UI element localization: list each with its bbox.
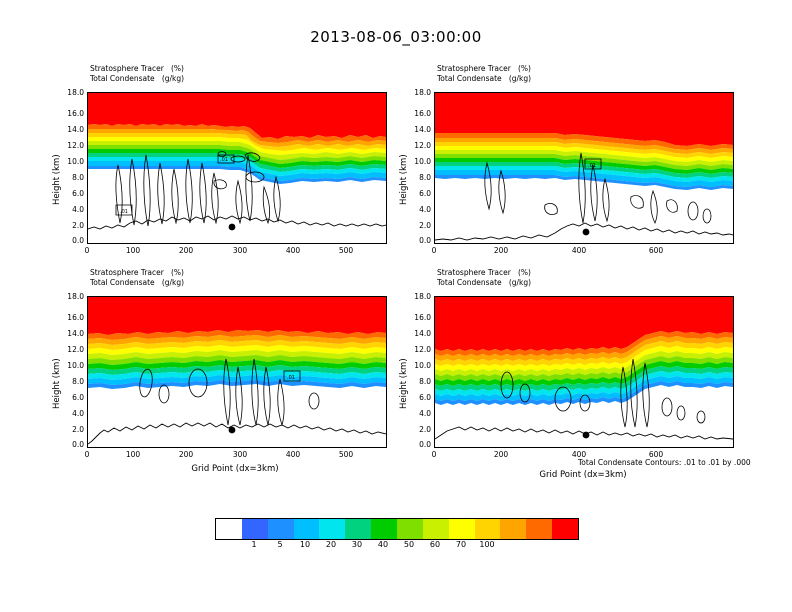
panel-2-ytick: 6.0: [419, 189, 431, 198]
panel-1-xtick: 400: [285, 246, 301, 255]
panel-2-ylabel: Height (km): [399, 154, 409, 205]
colorbar-label: 10: [299, 540, 311, 549]
panel-4-ylabel: Height (km): [399, 358, 409, 409]
panel-2-ytick: 4.0: [419, 205, 431, 214]
panel-header-4-line2: Total Condensate (g/kg): [437, 278, 532, 287]
colorbar-label: 70: [455, 540, 467, 549]
panel-header-1-line2: Total Condensate (g/kg): [90, 74, 185, 83]
panel-4-ytick: 16.0: [414, 313, 431, 322]
panel-3-ytick: 4.0: [72, 409, 84, 418]
panel-3-xlabel: Grid Point (dx=3km): [191, 464, 279, 474]
panel-1-xtick: 500: [338, 246, 354, 255]
colorbar-swatch: [371, 519, 397, 539]
panel-2-ytick: 12.0: [414, 141, 431, 150]
colorbar-swatch: [268, 519, 294, 539]
panel-3-ytick: 2.0: [72, 425, 84, 434]
colorbar-swatch: [552, 519, 578, 539]
colorbar-label: 20: [325, 540, 337, 549]
colorbar-label: 100: [479, 540, 495, 549]
panel-2-ytick: 10.0: [414, 157, 431, 166]
panel-1-xtick: 200: [178, 246, 194, 255]
panel-3-ytick: 6.0: [72, 393, 84, 402]
panel-3-ytick: 12.0: [67, 345, 84, 354]
colorbar-swatch: [423, 519, 449, 539]
panel-1-tag: South-North: [98, 96, 128, 114]
colorbar-label: 50: [403, 540, 415, 549]
colorbar-swatch: [294, 519, 320, 539]
panel-4-ytick: 18.0: [414, 292, 431, 301]
svg-text:.01: .01: [588, 163, 596, 169]
panel-header-4-line1: Stratosphere Tracer (%): [437, 268, 531, 277]
colorbar-swatch: [216, 519, 242, 539]
condensate-contour-note: Total Condensate Contours: .01 to .01 by .000: [578, 458, 751, 467]
panel-1-ytick: 6.0: [72, 189, 84, 198]
panel-1-xtick: 0: [84, 246, 90, 255]
panel-4-xtick: 400: [571, 450, 587, 459]
colorbar-swatch: [500, 519, 526, 539]
panel-3-ytick: 16.0: [67, 313, 84, 322]
panel-1-ytick: 12.0: [67, 141, 84, 150]
panel-1-ytick: 16.0: [67, 109, 84, 118]
panel-1-ylabel: Height (km): [52, 154, 62, 205]
panel-3-plot: [87, 296, 387, 448]
panel-3-ytick: 10.0: [67, 361, 84, 370]
colorbar: [215, 518, 579, 540]
panel-3-ytick: 14.0: [67, 329, 84, 338]
panel-2-ytick: 8.0: [419, 173, 431, 182]
panel-1-xtick: 300: [232, 246, 248, 255]
panel-3-xtick: 500: [338, 450, 354, 459]
panel-4-ytick: 14.0: [414, 329, 431, 338]
panel-1-ytick: 14.0: [67, 125, 84, 134]
panel-3-xtick: 100: [125, 450, 141, 459]
panel-2-ytick: 16.0: [414, 109, 431, 118]
panel-1-ytick: 0.0: [72, 236, 84, 245]
panel-4-tag: NW-SE: [445, 300, 464, 318]
panel-4-xtick: 200: [493, 450, 509, 459]
panel-4-ytick: 0.0: [419, 440, 431, 449]
panel-1-ytick: 2.0: [72, 221, 84, 230]
svg-text:.01: .01: [287, 375, 295, 381]
panel-4-ytick: 6.0: [419, 393, 431, 402]
panel-3-xtick: 0: [84, 450, 90, 459]
colorbar-swatch: [319, 519, 345, 539]
panel-2-xtick: 200: [493, 246, 509, 255]
colorbar-swatch: [345, 519, 371, 539]
colorbar-swatch: [242, 519, 268, 539]
panel-3-ylabel: Height (km): [52, 358, 62, 409]
panel-2-plot: [434, 92, 734, 244]
panel-3-xtick: 200: [178, 450, 194, 459]
panel-header-3-line1: Stratosphere Tracer (%): [90, 268, 184, 277]
panel-3-ytick: 18.0: [67, 292, 84, 301]
panel-4-xlabel: Grid Point (dx=3km): [539, 470, 627, 480]
panel-4-plot: [434, 296, 734, 448]
colorbar-swatch: [475, 519, 501, 539]
panel-1-xtick: 100: [125, 246, 141, 255]
panel-4-ytick: 12.0: [414, 345, 431, 354]
panel-2-ytick: 0.0: [419, 236, 431, 245]
panel-3-xtick: 400: [285, 450, 301, 459]
panel-2-xtick: 0: [431, 246, 437, 255]
panel-4-xtick: 0: [431, 450, 437, 459]
panel-4-ytick: 10.0: [414, 361, 431, 370]
panel-header-1-line1: Stratosphere Tracer (%): [90, 64, 184, 73]
colorbar-label: 5: [277, 540, 283, 549]
panel-3-ytick: 0.0: [72, 440, 84, 449]
colorbar-label: 1: [251, 540, 257, 549]
panel-4-ytick: 4.0: [419, 409, 431, 418]
panel-4-ytick: 8.0: [419, 377, 431, 386]
colorbar-label: 60: [429, 540, 441, 549]
colorbar-label: 40: [377, 540, 389, 549]
panel-1-ytick: 4.0: [72, 205, 84, 214]
panel-1-ytick: 10.0: [67, 157, 84, 166]
panel-2-ytick: 14.0: [414, 125, 431, 134]
panel-2-xtick: 400: [571, 246, 587, 255]
panel-3-xtick: 300: [232, 450, 248, 459]
svg-text:.01: .01: [220, 157, 228, 163]
panel-3-ytick: 8.0: [72, 377, 84, 386]
colorbar-label: 30: [351, 540, 363, 549]
colorbar-swatch: [449, 519, 475, 539]
panel-2-ytick: 2.0: [419, 221, 431, 230]
panel-4-xtick: 600: [648, 450, 664, 459]
panel-3-tag: West-East: [98, 300, 124, 318]
svg-text:.01: .01: [120, 209, 128, 215]
panel-header-2-line2: Total Condensate (g/kg): [437, 74, 532, 83]
panel-2-tag: SW-NE: [445, 96, 463, 114]
panel-2-xtick: 600: [648, 246, 664, 255]
panel-header-2-line1: Stratosphere Tracer (%): [437, 64, 531, 73]
panel-1-plot: [87, 92, 387, 244]
panel-header-3-line2: Total Condensate (g/kg): [90, 278, 185, 287]
panel-1-ytick: 18.0: [67, 88, 84, 97]
panel-2-ytick: 18.0: [414, 88, 431, 97]
figure-title: 2013-08-06_03:00:00: [310, 28, 482, 46]
colorbar-swatch: [526, 519, 552, 539]
colorbar-swatch: [397, 519, 423, 539]
panel-4-ytick: 2.0: [419, 425, 431, 434]
panel-1-ytick: 8.0: [72, 173, 84, 182]
